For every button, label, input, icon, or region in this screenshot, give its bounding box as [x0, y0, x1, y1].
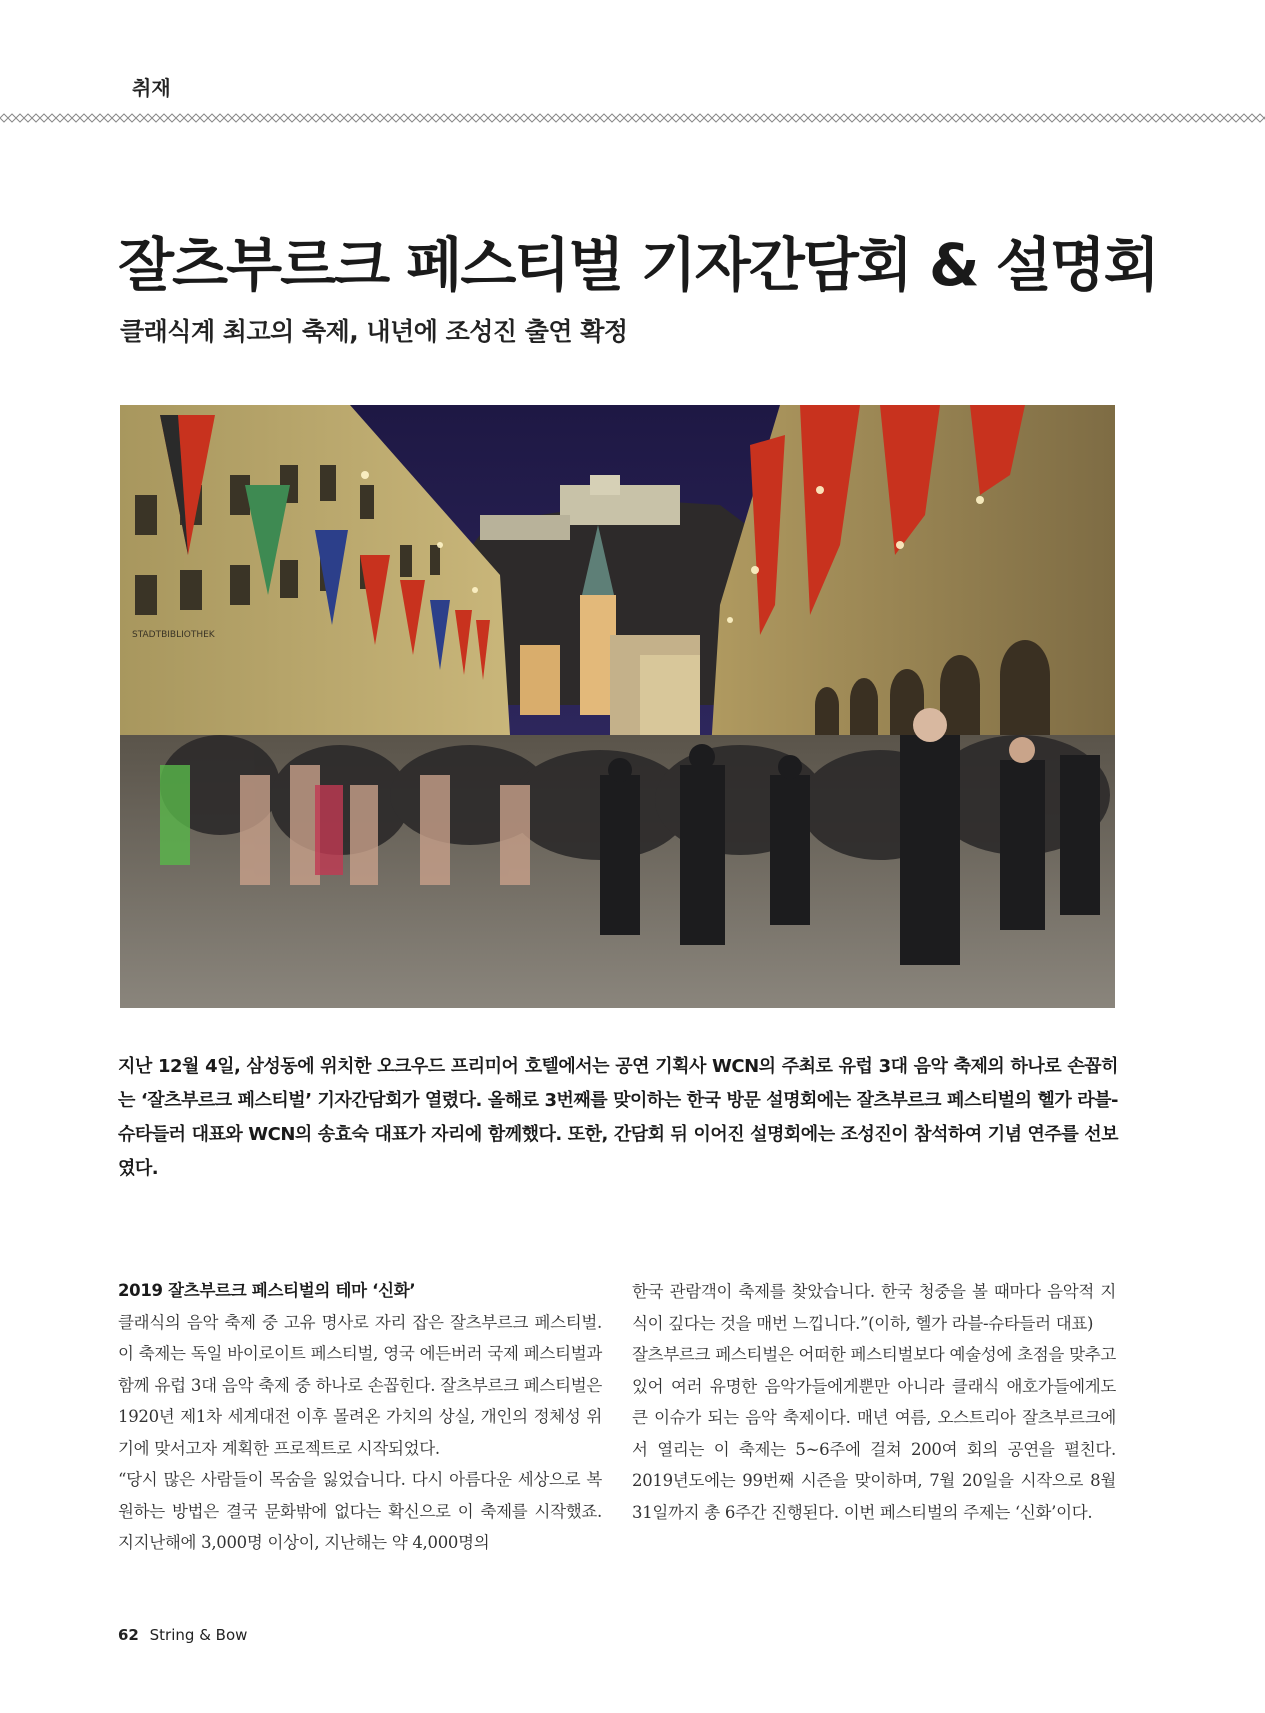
decorative-divider	[0, 112, 1265, 124]
page-footer	[118, 1626, 247, 1644]
section-heading: 2019 잘츠부르크 페스티벌의 테마 ‘신화’	[118, 1281, 416, 1300]
magazine-name: String & Bow	[149, 1626, 248, 1644]
page-number: 62	[118, 1626, 139, 1644]
body-column-left	[118, 1275, 602, 1559]
body-paragraph: 한국 관람객이 축제를 찾았습니다. 한국 청중을 볼 때마다 음악적 지식이 깊다는 것을 매번 느낍니다.”(이하, 헬가 라블-슈타들러 대표)	[632, 1282, 1116, 1333]
body-column-right	[632, 1276, 1116, 1528]
body-paragraph: “당시 많은 사람들이 목숨을 잃었습니다. 다시 아름다운 세상으로 복원하는 방법은 결국 문화밖에 없다는 확신으로 이 축제를 시작했죠. 지지난해에 3,000명 이상이, 지난해는 약 4,000명의	[118, 1470, 602, 1552]
article-title: 잘츠부르크 페스티벌 기자간담회 & 설명회	[118, 231, 1158, 299]
section-tag: 취재	[132, 76, 171, 100]
body-paragraph: 클래식의 음악 축제 중 고유 명사로 자리 잡은 잘츠부르크 페스티벌. 이 축제는 독일 바이로이트 페스티벌, 영국 에든버러 국제 페스티벌과 함께 유럽 3대 음악 축제 중 하나로 손꼽힌다. 잘츠부르크 페스티벌은 1920년 제1차 세계대전 이후 몰려온 가치의 상실, 개인의 정체성 위기에 맞서고자 계획한 프로젝트로 시작되었다.	[118, 1312, 602, 1458]
article-lead: 지난 12월 4일, 삼성동에 위치한 오크우드 프리미어 호텔에서는 공연 기획사 WCN의 주최로 유럽 3대 음악 축제의 하나로 손꼽히는 ‘잘츠부르크 페스티벌’ 기자간담회가 열렸다. 올해로 3번째를 맞이하는 한국 방문 설명회에는 잘츠부르크 페스티벌의 헬가 라블-슈타들러 대표와 WCN의 송효숙 대표가 자리에 함께했다. 또한, 간담회 뒤 이어진 설명회에는 조성진이 참석하여 기념 연주를 선보였다.	[118, 1056, 1118, 1179]
photo-sign-text: STADTBIBLIOTHEK	[132, 630, 215, 640]
festival-photo	[120, 405, 1115, 1008]
body-paragraph: 잘츠부르크 페스티벌은 어떠한 페스티벌보다 예술성에 초점을 맞추고 있어 여러 유명한 음악가들에게뿐만 아니라 클래식 애호가들에게도 큰 이슈가 되는 음악 축제이다. 매년 여름, 오스트리아 잘츠부르크에서 열리는 이 축제는 5~6주에 걸쳐 200여 회의 공연을 펼친다. 2019년도에는 99번째 시즌을 맞이하며, 7월 20일을 시작으로 8월 31일까지 총 6주간 진행된다. 이번 페스티벌의 주제는 ‘신화’이다.	[632, 1345, 1116, 1522]
article-subtitle: 클래식계 최고의 축제, 내년에 조성진 출연 확정	[120, 317, 628, 346]
